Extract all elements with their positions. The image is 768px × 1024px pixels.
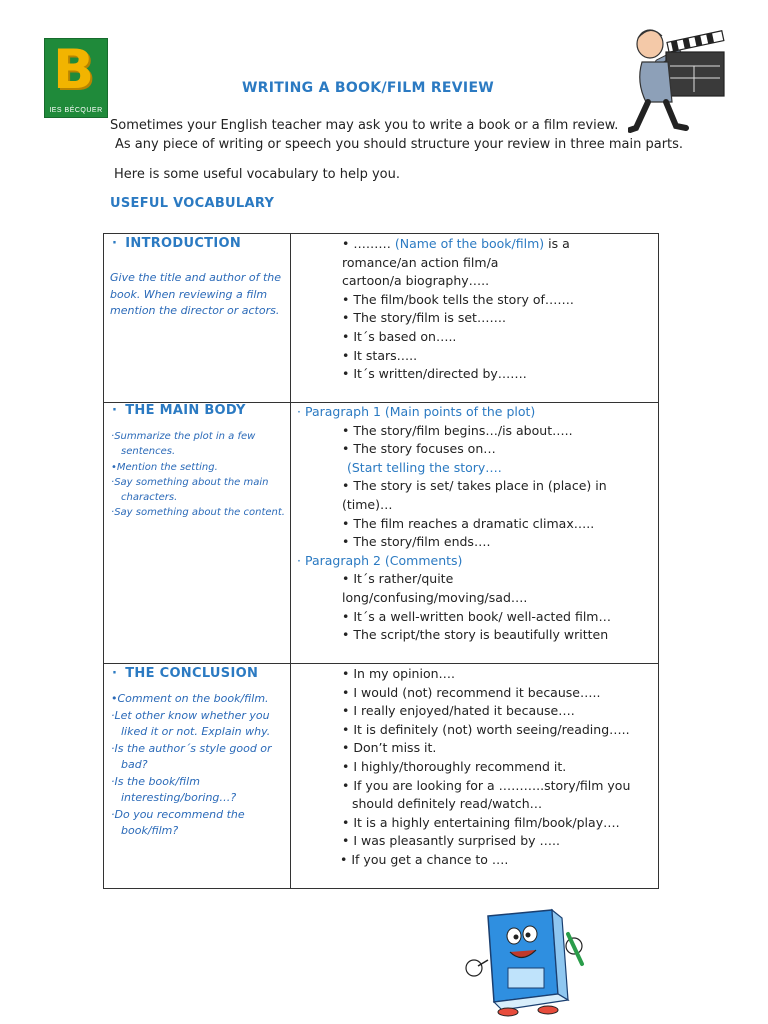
list-item: ·Let other know whether you liked it or not. Explain why. (111, 708, 271, 738)
introduction-phrases-cell (291, 234, 659, 403)
introduction-description: Give the title and author of the book. When reviewing a film mention the director or actors. (110, 271, 281, 317)
list-item-cont: long/confusing/moving/sad…. (342, 589, 528, 605)
list-item: • The story is set/ takes place in (place) in (342, 478, 607, 494)
list-item: ·Is the book/film interesting/boring…? (111, 774, 237, 804)
logo-letter: B (53, 38, 95, 101)
list-item-cont: (time)… (342, 496, 393, 512)
list-item: • I would (not) recommend it because….. (342, 684, 601, 700)
list-item: • It´s based on….. (342, 328, 457, 344)
list-item: ·Is the author´s style good or bad? (111, 741, 272, 771)
table-row-introduction (104, 234, 659, 403)
main-body-title: · THE MAIN BODY (112, 403, 246, 418)
list-item: • It is a highly entertaining film/book/play…. (342, 814, 620, 830)
conclusion-guidance-cell (104, 664, 291, 889)
paragraph-2-heading: · Paragraph 2 (Comments) (297, 552, 463, 568)
intro-line-2: As any piece of writing or speech you should structure your review in three main parts. (115, 137, 684, 152)
main-body-phrases-cell (291, 403, 659, 664)
list-item: • I really enjoyed/hated it because…. (342, 703, 575, 719)
main-body-tips (104, 429, 290, 521)
intro-phrase-cont-2: cartoon/a biography….. (342, 273, 490, 289)
list-item: • The script/the story is beautifully written (342, 627, 609, 643)
vocabulary-table (103, 233, 659, 889)
list-item: • It´s written/directed by……. (342, 366, 527, 382)
list-item: • It stars….. (342, 347, 418, 363)
table-row-conclusion (104, 664, 659, 889)
intro-line-1: Sometimes your English teacher may ask you to write a book or a film review. (110, 118, 619, 133)
list-item: • The story/film is set……. (342, 310, 506, 326)
introduction-title: · INTRODUCTION (112, 236, 242, 251)
start-telling-note: (Start telling the story…. (347, 459, 502, 475)
list-item: • The story focuses on… (342, 441, 496, 457)
main-body-guidance-cell (104, 403, 291, 664)
list-item: ·Say something about the content. (111, 507, 285, 519)
intro-phrase-name: • ……… (Name of the book/film) is a (342, 236, 570, 251)
list-item: • I was pleasantly surprised by ….. (342, 833, 560, 849)
list-item: • The story/film ends…. (342, 534, 491, 550)
list-item: •Comment on the book/film. (111, 692, 269, 705)
intro-text (110, 116, 710, 184)
list-item: • If you are looking for a ………..story/film you (342, 777, 631, 793)
list-item: • If you get a chance to …. (340, 851, 509, 867)
introduction-guidance-cell (104, 234, 291, 403)
list-item: • It is definitely (not) worth seeing/reading….. (342, 721, 630, 737)
table-row-main-body (104, 403, 659, 664)
conclusion-title: · THE CONCLUSION (112, 666, 259, 681)
list-item: • The film/book tells the story of……. (342, 291, 574, 307)
list-item-cont: should definitely read/watch… (352, 796, 543, 812)
vocabulary-heading: USEFUL VOCABULARY (110, 196, 275, 211)
paragraph-1-heading: · Paragraph 1 (Main points of the plot) (297, 404, 536, 419)
list-item: ·Summarize the plot in a few sentences. (111, 431, 256, 458)
conclusion-tips (104, 691, 290, 840)
list-item: • The film reaches a dramatic climax….. (342, 515, 595, 531)
list-item: • In my opinion…. (342, 666, 455, 681)
list-item: • It´s a well-written book/ well-acted film… (342, 608, 611, 624)
list-item: • Don’t miss it. (342, 740, 437, 756)
list-item: • I highly/thoroughly recommend it. (342, 758, 567, 774)
book-mascot-illustration (458, 906, 590, 1018)
intro-line-3: Here is some useful vocabulary to help you. (114, 167, 401, 182)
list-item: ·Do you recommend the book/film? (111, 807, 245, 837)
school-logo (44, 38, 108, 118)
list-item: • The story/film begins…/is about….. (342, 422, 573, 438)
list-item: ·Say something about the main characters. (111, 476, 269, 504)
logo-subtitle: IES BÉCQUER (49, 107, 103, 114)
list-item: •Mention the setting. (111, 461, 218, 473)
intro-phrase-cont-1: romance/an action film/a (342, 254, 499, 270)
list-item: • It´s rather/quite (342, 571, 454, 587)
page-title: WRITING A BOOK/FILM REVIEW (241, 80, 495, 96)
conclusion-phrases-cell (291, 664, 659, 889)
